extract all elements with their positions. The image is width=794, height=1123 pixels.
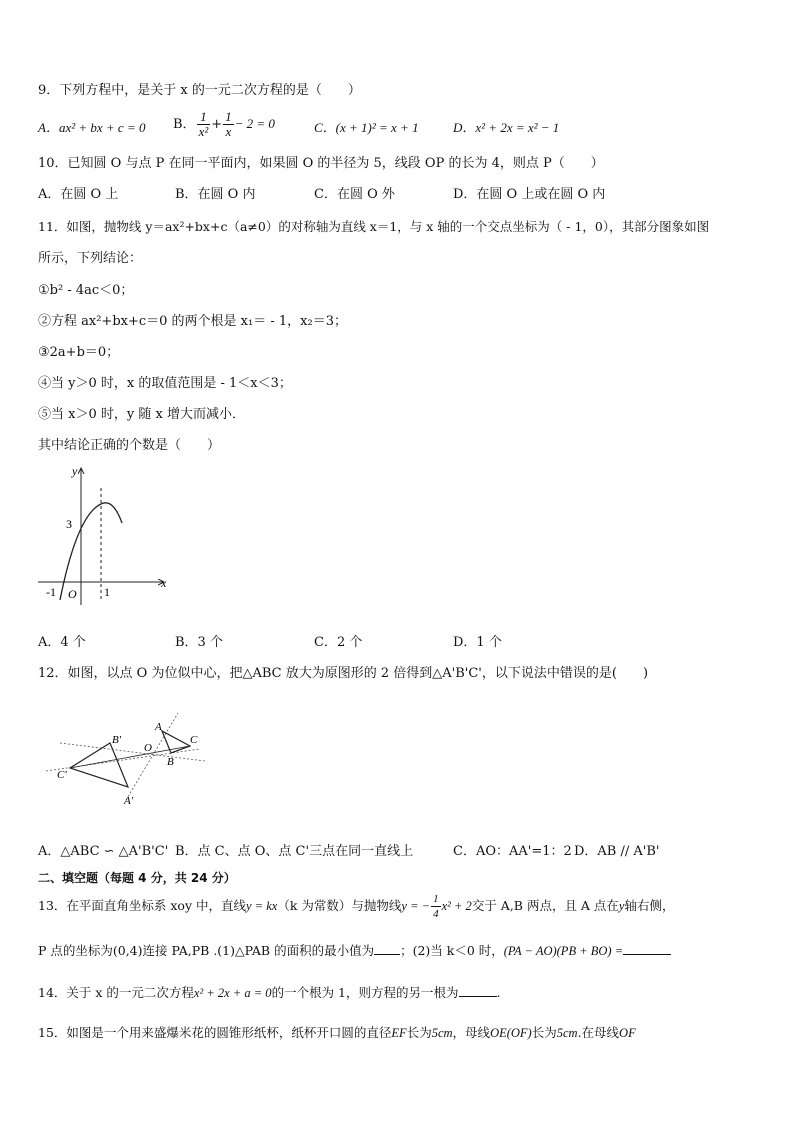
- q12-option-c: C．AO：AA'=1：2: [453, 844, 572, 859]
- q13-line1: 13．在平面直角坐标系 xoy 中，直线y = kx（k 为常数）与抛物线y = − $\frac{1}{4}$ x² + 2交于 A,B 两点，且 A 点在y轴右侧，: [38, 893, 675, 920]
- label-b-prime: B': [112, 734, 122, 746]
- label-o: O: [144, 742, 152, 754]
- q11-stem-line1: 11．如图，抛物线 y＝ax²+bx+c（a≠0）的对称轴为直线 x＝1，与 x 轴的一个交点坐标为（ - 1，0），其部分图象如图: [38, 219, 710, 234]
- q9-option-b: B． $\frac{1}{\text{x²}}$ + $\frac{1}{x}$ − 2 = 0: [173, 109, 275, 139]
- q10-option-c: C．在圆 O 外: [314, 187, 395, 202]
- q12-option-a: A．△ABC ∽ △A'B'C': [38, 844, 169, 859]
- q9-option-d: D．x² + 2x = x² − 1: [453, 120, 560, 135]
- dotted-line-1: [46, 749, 200, 771]
- triangle-a1b1c1: [70, 743, 128, 787]
- label-neg1: -1: [46, 585, 56, 599]
- q11-conclusion-3: ③2a+b＝0；: [38, 345, 120, 360]
- q10-stem: 10．已知圆 O 与点 P 在同一平面内，如果圆 O 的半径为 5，线段 OP 的长为 4，则点 P（ ）: [38, 156, 604, 171]
- q12-homothety-figure: [40, 705, 220, 815]
- label-a-prime: A': [124, 795, 134, 807]
- y-axis-label: y: [72, 464, 78, 478]
- triangle-abc: [162, 731, 190, 753]
- q13-answer-blank-1[interactable]: [374, 941, 400, 955]
- label-origin: O: [68, 587, 77, 601]
- q11-stem-line2: 所示，下列结论：: [38, 251, 143, 266]
- q11-conclusion-2: ②方程 ax²+bx+c＝0 的两个根是 x₁＝ - 1，x₂＝3；: [38, 314, 347, 329]
- q9-option-a: A．ax² + bx + c = 0: [38, 120, 146, 135]
- q11-parabola-graph: [34, 460, 174, 610]
- q15-text: 15．如图是一个用来盛爆米花的圆锥形纸杯，纸杯开口圆的直径EF长为5cm，母线OE(OF)长为5cm.在母线OF: [38, 1025, 636, 1040]
- q11-option-c: C．2 个: [314, 635, 363, 650]
- q12-option-d: D．AB // A'B': [574, 844, 660, 859]
- q14-text: 14．关于 x 的一元二次方程x² + 2x + a = 0的一个根为 1，则方程的另一根为 .: [38, 985, 501, 1000]
- q12-option-b: B．点 C、点 O、点 C'三点在同一直线上: [175, 844, 414, 859]
- q11-option-d: D．1 个: [453, 635, 502, 650]
- label-3: 3: [66, 517, 72, 531]
- q10-option-b: B．在圆 O 内: [175, 187, 256, 202]
- q11-conclusion-1: ①b² - 4ac＜0；: [38, 283, 134, 298]
- q11-conclusion-5: ⑤当 x＞0 时，y 随 x 增大而减小．: [38, 407, 245, 422]
- q11-question: 其中结论正确的个数是（ ）: [38, 438, 221, 453]
- dotted-line-2: [60, 743, 205, 761]
- q9-option-c: C．(x + 1)² = x + 1: [314, 120, 419, 135]
- label-1: 1: [104, 585, 110, 599]
- q13-line2: P 点的坐标为(0,4)连接 PA,PB .(1)△PAB 的面积的最小值为 ；(2)当 k＜0 时，(PA − AO)(PB + BO) =: [38, 941, 671, 960]
- q10-option-a: A．在圆 O 上: [38, 187, 119, 202]
- q11-option-a: A．4 个: [38, 635, 86, 650]
- q12-stem: 12．如图，以点 O 为位似中心，把△ABC 放大为原图形的 2 倍得到△A'B'C'，以下说法中错误的是( ): [38, 666, 649, 681]
- q9-stem: 9．下列方程中，是关于 x 的一元二次方程的是（ ）: [38, 83, 361, 98]
- x-axis-label: x: [161, 576, 167, 590]
- q11-conclusion-4: ④当 y＞0 时，x 的取值范围是 - 1＜x＜3；: [38, 376, 292, 391]
- q14-answer-blank[interactable]: [459, 983, 497, 997]
- q11-option-b: B．3 个: [175, 635, 223, 650]
- q13-answer-blank-2[interactable]: [623, 941, 671, 955]
- label-b: B: [167, 756, 174, 768]
- label-c: C: [190, 734, 198, 746]
- section-2-title: 二、填空题（每题 4 分，共 24 分）: [38, 871, 236, 885]
- q10-option-d: D．在圆 O 上或在圆 O 内: [453, 187, 606, 202]
- label-a: A: [155, 721, 162, 733]
- label-c-prime: C': [57, 769, 67, 781]
